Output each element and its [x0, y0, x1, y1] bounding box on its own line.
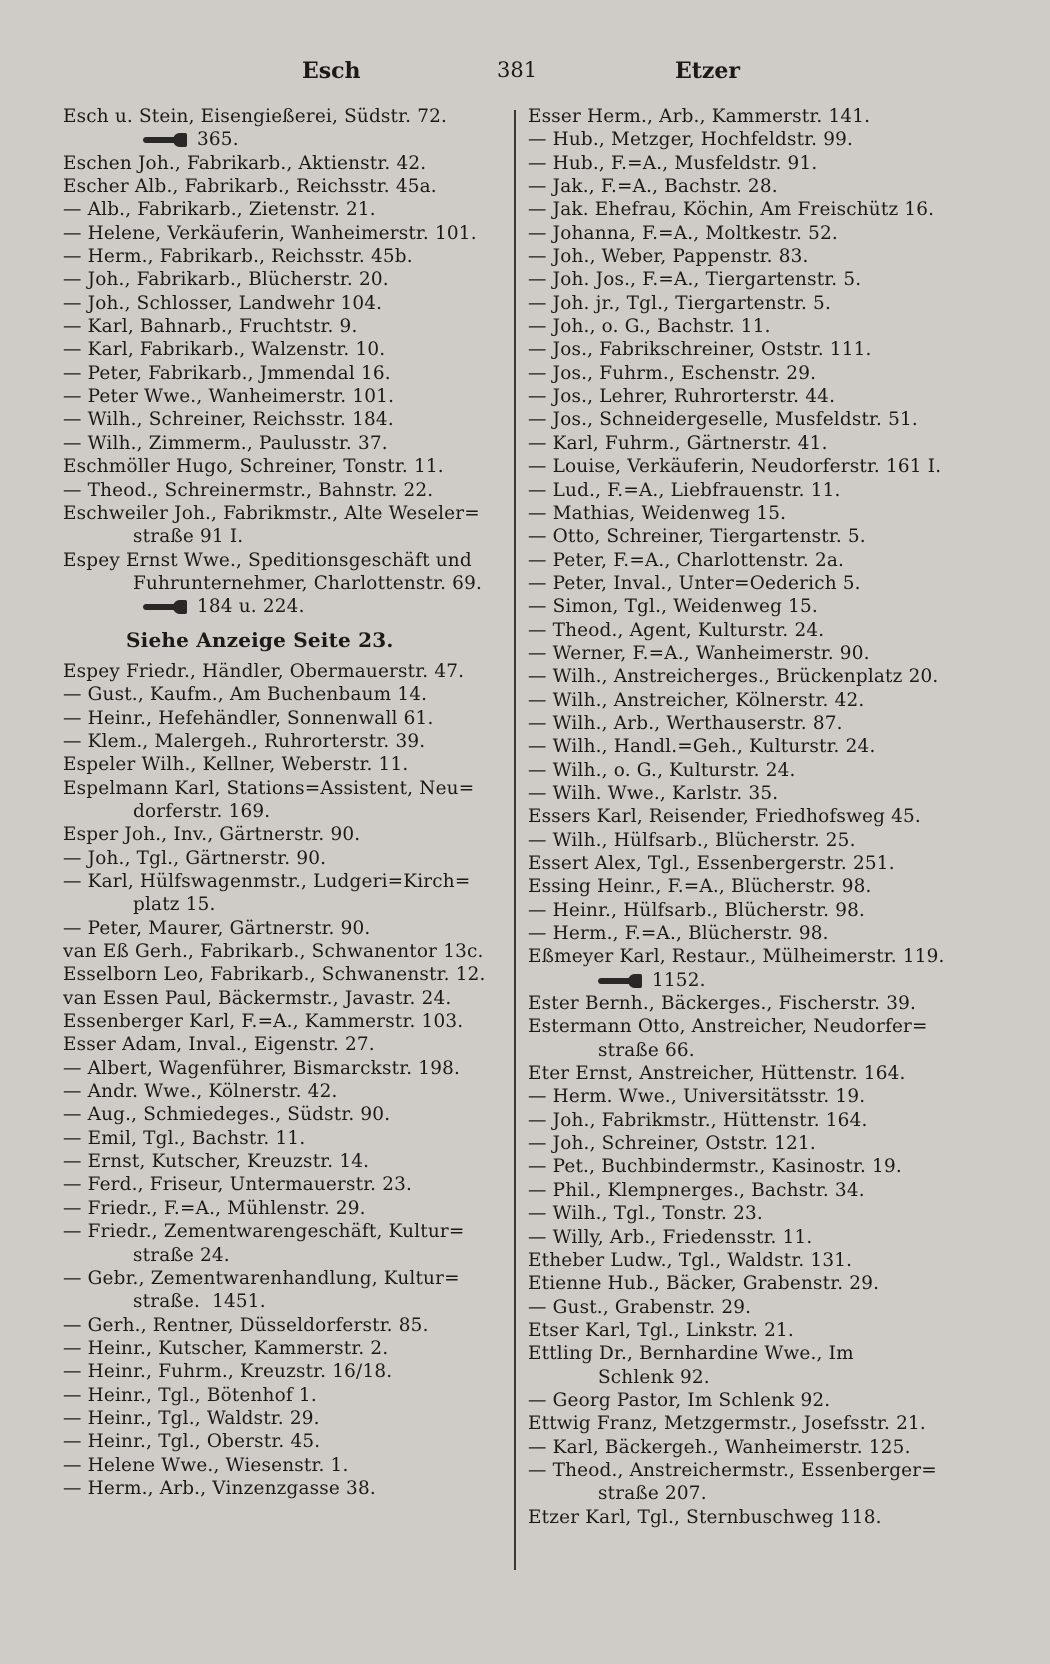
page-number: 381 — [497, 58, 538, 82]
directory-entry — [63, 893, 498, 916]
directory-entry — [63, 1384, 498, 1407]
entry-text: — Simon, Tgl., Weidenweg 15. — [528, 596, 818, 618]
directory-entry — [63, 1173, 498, 1196]
entry-text: — Georg Pastor, Im Schlenk 92. — [528, 1389, 831, 1411]
directory-entry — [63, 572, 498, 595]
entry-text: — Wilh. Wwe., Karlstr. 35. — [528, 782, 779, 804]
entry-text: — Lud., F.=A., Liebfrauenstr. 11. — [528, 479, 841, 501]
entry-text: — Heinr., Kutscher, Kammerstr. 2. — [63, 1337, 389, 1359]
entry-text: — Ferd., Friseur, Untermauerstr. 23. — [63, 1174, 413, 1196]
directory-entry — [528, 1132, 986, 1155]
entry-text: — Louise, Verkäuferin, Neudorferstr. 161 I. — [528, 456, 942, 478]
entry-text: Etheber Ludw., Tgl., Waldstr. 131. — [528, 1249, 853, 1271]
entry-text: straße 91 I. — [133, 526, 244, 548]
directory-entry — [63, 823, 498, 846]
directory-entry — [63, 1197, 498, 1220]
entry-text: — Klem., Malergeh., Ruhrorterstr. 39. — [63, 730, 426, 752]
directory-entry — [528, 922, 986, 945]
directory-entry — [63, 549, 498, 572]
directory-entry — [528, 759, 986, 782]
entry-text: van Essen Paul, Bäckermstr., Javastr. 24. — [63, 987, 452, 1009]
entry-text: — Heinr., Tgl., Oberstr. 45. — [63, 1431, 321, 1453]
entry-text: straße 24. — [133, 1244, 230, 1266]
directory-entry — [63, 1220, 498, 1243]
entry-text: — Gust., Grabenstr. 29. — [528, 1296, 752, 1318]
directory-entry — [63, 152, 498, 175]
entry-text: — Karl, Bäckergeh., Wanheimerstr. 125. — [528, 1436, 911, 1458]
directory-entry — [63, 222, 498, 245]
directory-entry — [63, 502, 498, 525]
directory-entry — [63, 268, 498, 291]
entry-text: Schlenk 92. — [598, 1366, 710, 1388]
entry-text: Esser Herm., Arb., Kammerstr. 141. — [528, 106, 871, 127]
directory-entry — [528, 1062, 986, 1085]
entry-text: straße 207. — [598, 1483, 707, 1505]
entry-text: — Theod., Anstreichermstr., Essenberger= — [528, 1459, 937, 1481]
entry-text: Etser Karl, Tgl., Linkstr. 21. — [528, 1319, 794, 1341]
directory-entry — [528, 1319, 986, 1342]
entry-text: Espeler Wilh., Kellner, Weberstr. 11. — [63, 754, 409, 776]
directory-entry — [528, 805, 986, 828]
entry-text: — Peter Wwe., Wanheimerstr. 101. — [63, 386, 395, 408]
entry-text: — Wilh., Schreiner, Reichsstr. 184. — [63, 409, 394, 431]
entry-text: — Wilh., Arb., Werthauserstr. 87. — [528, 712, 843, 734]
left-column — [63, 105, 498, 1500]
directory-entry — [528, 899, 986, 922]
telephone-icon — [598, 974, 644, 988]
entry-text: platz 15. — [133, 894, 216, 916]
entry-text: Essenberger Karl, F.=A., Kammerstr. 103. — [63, 1011, 464, 1033]
directory-entry — [528, 222, 986, 245]
entry-text: straße 66. — [598, 1039, 695, 1061]
directory-entry — [63, 660, 498, 683]
entry-text: — Helene, Verkäuferin, Wanheimerstr. 101. — [63, 222, 477, 244]
entry-text: Ester Bernh., Bäckerges., Fischerstr. 39. — [528, 993, 917, 1015]
directory-entry — [63, 1337, 498, 1360]
directory-entry — [528, 479, 986, 502]
directory-entry — [63, 707, 498, 730]
directory-entry — [63, 432, 498, 455]
directory-entry — [528, 292, 986, 315]
directory-entry — [528, 338, 986, 361]
entry-text: Esser Adam, Inval., Eigenstr. 27. — [63, 1034, 375, 1056]
directory-entry — [63, 292, 498, 315]
directory-entry — [528, 1109, 986, 1132]
entry-text: — Otto, Schreiner, Tiergartenstr. 5. — [528, 526, 866, 548]
directory-entry — [63, 245, 498, 268]
directory-entry — [528, 1039, 986, 1062]
entry-text: 365. — [197, 129, 239, 151]
entry-text: — Hub., F.=A., Musfeldstr. 91. — [528, 152, 818, 174]
directory-entry — [528, 969, 986, 992]
directory-entry — [528, 875, 986, 898]
entry-text: Fuhrunternehmer, Charlottenstr. 69. — [133, 572, 483, 594]
directory-entry — [63, 479, 498, 502]
entry-text: straße. 1451. — [133, 1291, 266, 1313]
entry-text: — Herm. Wwe., Universitätsstr. 19. — [528, 1086, 866, 1108]
directory-entry — [528, 852, 986, 875]
directory-entry — [63, 987, 498, 1010]
directory-entry — [528, 455, 986, 478]
entry-text: — Gerh., Rentner, Düsseldorferstr. 85. — [63, 1314, 429, 1336]
directory-entry — [528, 1179, 986, 1202]
advertisement-reference: Siehe Anzeige Seite 23. — [126, 627, 394, 652]
entry-text: — Wilh., Anstreicher, Kölnerstr. 42. — [528, 689, 865, 711]
entry-text: — Friedr., F.=A., Mühlenstr. 29. — [63, 1197, 366, 1219]
entry-text: — Jak. Ehefrau, Köchin, Am Freischütz 16. — [528, 199, 935, 221]
directory-entry — [528, 1482, 986, 1505]
directory-entry — [63, 1103, 498, 1126]
entry-text: — Werner, F.=A., Wanheimerstr. 90. — [528, 642, 870, 664]
directory-entry — [528, 1366, 986, 1389]
entry-text: Espey Ernst Wwe., Speditionsgeschäft und — [63, 549, 472, 571]
telephone-icon — [143, 600, 189, 614]
entry-text: — Friedr., Zementwarengeschäft, Kultur= — [63, 1221, 465, 1243]
entry-text: Essert Alex, Tgl., Essenbergerstr. 251. — [528, 853, 895, 874]
entry-text: — Wilh., Anstreicherges., Brückenplatz 20. — [528, 666, 939, 688]
entry-text: — Wilh., Hülfsarb., Blücherstr. 25. — [528, 829, 856, 851]
directory-entry — [63, 777, 498, 800]
directory-entry — [528, 1226, 986, 1249]
entry-text: — Karl, Bahnarb., Fruchtstr. 9. — [63, 316, 358, 338]
telephone-icon — [143, 133, 189, 147]
directory-entry — [63, 1360, 498, 1383]
directory-entry — [528, 525, 986, 548]
entry-text: — Emil, Tgl., Bachstr. 11. — [63, 1127, 306, 1149]
entry-text: — Joh., Schreiner, Oststr. 121. — [528, 1133, 816, 1155]
directory-entry — [528, 595, 986, 618]
directory-entry — [63, 1314, 498, 1337]
directory-entry — [63, 1127, 498, 1150]
entry-text: — Jos., Fabrikschreiner, Oststr. 111. — [528, 339, 872, 361]
entry-text: — Jos., Fuhrm., Eschenstr. 29. — [528, 362, 817, 384]
directory-entry — [63, 315, 498, 338]
entry-text: — Karl, Fabrikarb., Walzenstr. 10. — [63, 339, 386, 361]
directory-entry — [63, 683, 498, 706]
entry-text: Esper Joh., Inv., Gärtnerstr. 90. — [63, 824, 361, 846]
directory-entry — [528, 408, 986, 431]
directory-entry — [63, 730, 498, 753]
directory-entry — [528, 1085, 986, 1108]
directory-entry — [528, 175, 986, 198]
directory-entry — [528, 665, 986, 688]
directory-entry — [528, 128, 986, 151]
entry-text: — Karl, Fuhrm., Gärtnerstr. 41. — [528, 432, 828, 454]
entry-text: Estermann Otto, Anstreicher, Neudorfer= — [528, 1016, 928, 1038]
directory-entry — [63, 1080, 498, 1103]
entry-text: — Heinr., Fuhrm., Kreuzstr. 16/18. — [63, 1361, 393, 1383]
directory-entry — [63, 1477, 498, 1500]
entry-text: — Phil., Klempnerges., Bachstr. 34. — [528, 1179, 865, 1201]
directory-entry — [63, 963, 498, 986]
directory-entry — [63, 1430, 498, 1453]
running-head-left: Esch — [302, 58, 361, 84]
directory-entry — [528, 1015, 986, 1038]
entry-text: — Joh. jr., Tgl., Tiergartenstr. 5. — [528, 292, 831, 314]
entry-text: 184 u. 224. — [197, 596, 305, 618]
directory-entry — [528, 198, 986, 221]
entry-text: Essers Karl, Reisender, Friedhofsweg 45. — [528, 806, 921, 828]
entry-text: Ettling Dr., Bernhardine Wwe., Im — [528, 1343, 854, 1365]
entry-text: — Aug., Schmiedeges., Südstr. 90. — [63, 1104, 391, 1126]
entry-text: — Helene Wwe., Wiesenstr. 1. — [63, 1454, 349, 1476]
directory-entry — [528, 549, 986, 572]
directory-entry — [528, 1155, 986, 1178]
directory-entry — [63, 1057, 498, 1080]
directory-entry — [528, 315, 986, 338]
directory-entry — [528, 619, 986, 642]
directory-entry — [528, 572, 986, 595]
directory-entry — [63, 847, 498, 870]
right-column — [528, 105, 986, 1529]
directory-entry — [528, 829, 986, 852]
directory-entry — [63, 753, 498, 776]
directory-entry — [528, 735, 986, 758]
entry-text: — Peter, Maurer, Gärtnerstr. 90. — [63, 917, 371, 939]
entry-text: — Joh., Fabrikarb., Blücherstr. 20. — [63, 269, 389, 291]
entry-text: van Eß Gerh., Fabrikarb., Schwanentor 13c. — [63, 941, 484, 963]
directory-entry — [528, 992, 986, 1015]
entry-text: — Herm., Arb., Vinzenzgasse 38. — [63, 1477, 376, 1499]
directory-entry — [63, 455, 498, 478]
entry-text: — Alb., Fabrikarb., Zietenstr. 21. — [63, 199, 376, 221]
entry-text: — Johanna, F.=A., Moltkestr. 52. — [528, 222, 838, 244]
entry-text: — Hub., Metzger, Hochfeldstr. 99. — [528, 129, 854, 151]
entry-text: — Joh. Jos., F.=A., Tiergartenstr. 5. — [528, 269, 862, 291]
entry-text: — Joh., Tgl., Gärtnerstr. 90. — [63, 847, 327, 869]
directory-entry — [63, 385, 498, 408]
directory-entry — [528, 1436, 986, 1459]
directory-entry — [63, 595, 498, 618]
entry-text: — Peter, F.=A., Charlottenstr. 2a. — [528, 549, 845, 571]
entry-text: Eßmeyer Karl, Restaur., Mülheimerstr. 119. — [528, 946, 945, 968]
directory-entry — [63, 338, 498, 361]
entry-text: — Andr. Wwe., Kölnerstr. 42. — [63, 1081, 338, 1103]
entry-text: — Willy, Arb., Friedensstr. 11. — [528, 1226, 813, 1248]
directory-entry — [528, 1249, 986, 1272]
directory-entry — [63, 525, 498, 548]
directory-entry — [528, 642, 986, 665]
directory-entry — [528, 1296, 986, 1319]
entry-text: Esselborn Leo, Fabrikarb., Schwanenstr. 12. — [63, 964, 486, 986]
directory-entry — [63, 917, 498, 940]
directory-entry — [528, 782, 986, 805]
directory-entry — [528, 1506, 986, 1529]
entry-text: Escher Alb., Fabrikarb., Reichsstr. 45a. — [63, 176, 437, 198]
directory-entry — [63, 1267, 498, 1290]
entry-text: Ettwig Franz, Metzgermstr., Josefsstr. 21. — [528, 1413, 926, 1435]
entry-text: Eschen Joh., Fabrikarb., Aktienstr. 42. — [63, 152, 427, 174]
directory-entry — [528, 1389, 986, 1412]
directory-entry — [528, 712, 986, 735]
directory-entry — [528, 362, 986, 385]
entry-text: — Theod., Schreinermstr., Bahnstr. 22. — [63, 479, 434, 501]
entry-text: — Heinr., Tgl., Waldstr. 29. — [63, 1407, 320, 1429]
directory-entry — [63, 940, 498, 963]
directory-entry — [63, 175, 498, 198]
directory-entry — [528, 105, 986, 128]
entry-text: Eter Ernst, Anstreicher, Hüttenstr. 164. — [528, 1063, 906, 1085]
directory-entry — [63, 1454, 498, 1477]
directory-entry — [528, 268, 986, 291]
directory-entry — [63, 128, 498, 151]
directory-entry — [63, 870, 498, 893]
directory-entry — [63, 105, 498, 128]
directory-entry — [528, 432, 986, 455]
directory-entry — [63, 198, 498, 221]
directory-entry — [528, 1342, 986, 1365]
directory-entry — [528, 152, 986, 175]
directory-entry — [528, 1412, 986, 1435]
entry-text: dorferstr. 169. — [133, 800, 271, 822]
entry-text: — Peter, Inval., Unter=Oederich 5. — [528, 572, 861, 594]
entry-text: — Heinr., Hefehändler, Sonnenwall 61. — [63, 707, 434, 729]
entry-text: Eschmöller Hugo, Schreiner, Tonstr. 11. — [63, 456, 444, 478]
entry-text: — Wilh., Handl.=Geh., Kulturstr. 24. — [528, 736, 876, 758]
entry-text: — Karl, Hülfswagenmstr., Ludgeri=Kirch= — [63, 871, 471, 892]
directory-entry — [63, 1290, 498, 1313]
directory-entry — [63, 408, 498, 431]
directory-entry — [528, 1202, 986, 1225]
entry-text: — Joh., Weber, Pappenstr. 83. — [528, 246, 809, 268]
entry-text: — Ernst, Kutscher, Kreuzstr. 14. — [63, 1151, 370, 1173]
entry-text: — Wilh., o. G., Kulturstr. 24. — [528, 759, 796, 781]
directory-entry — [63, 1244, 498, 1267]
entry-text: 1152. — [652, 969, 706, 991]
entry-text: — Mathias, Weidenweg 15. — [528, 502, 787, 524]
entry-text: — Heinr., Hülfsarb., Blücherstr. 98. — [528, 899, 866, 921]
directory-entry — [63, 1407, 498, 1430]
entry-text: — Joh., Schlosser, Landwehr 104. — [63, 292, 383, 314]
entry-text: — Herm., Fabrikarb., Reichsstr. 45b. — [63, 246, 413, 268]
directory-entry — [528, 945, 986, 968]
directory-entry — [528, 1459, 986, 1482]
entry-text: — Gebr., Zementwarenhandlung, Kultur= — [63, 1267, 460, 1289]
entry-text: Espey Friedr., Händler, Obermauerstr. 47. — [63, 660, 465, 682]
directory-entry — [528, 689, 986, 712]
entry-text: — Wilh., Tgl., Tonstr. 23. — [528, 1203, 763, 1225]
entry-text: — Heinr., Tgl., Bötenhof 1. — [63, 1384, 317, 1406]
entry-text: — Gust., Kaufm., Am Buchenbaum 14. — [63, 684, 428, 706]
column-divider — [514, 110, 516, 1570]
entry-text: — Peter, Fabrikarb., Jmmendal 16. — [63, 362, 391, 384]
entry-text: — Jos., Schneidergeselle, Musfeldstr. 51. — [528, 409, 918, 431]
entry-text: — Pet., Buchbindermstr., Kasinostr. 19. — [528, 1156, 902, 1178]
directory-entry — [63, 1010, 498, 1033]
entry-text: — Albert, Wagenführer, Bismarckstr. 198. — [63, 1057, 461, 1079]
directory-entry — [63, 800, 498, 823]
running-head-right: Etzer — [675, 58, 741, 84]
entry-text: Etzer Karl, Tgl., Sternbuschweg 118. — [528, 1506, 882, 1528]
directory-entry — [63, 1033, 498, 1056]
entry-text: — Jos., Lehrer, Ruhrorterstr. 44. — [528, 386, 836, 408]
entry-text: Essing Heinr., F.=A., Blücherstr. 98. — [528, 876, 872, 898]
directory-entry — [528, 385, 986, 408]
directory-entry — [528, 245, 986, 268]
entry-text: — Wilh., Zimmerm., Paulusstr. 37. — [63, 432, 388, 454]
entry-text: — Jak., F.=A., Bachstr. 28. — [528, 176, 778, 198]
directory-entry — [528, 502, 986, 525]
entry-text: — Theod., Agent, Kulturstr. 24. — [528, 619, 825, 641]
entry-text: Eschweiler Joh., Fabrikmstr., Alte Weseler= — [63, 502, 480, 524]
entry-text: — Joh., o. G., Bachstr. 11. — [528, 316, 771, 338]
directory-entry — [528, 1272, 986, 1295]
entry-text: — Joh., Fabrikmstr., Hüttenstr. 164. — [528, 1109, 868, 1131]
directory-entry — [63, 1150, 498, 1173]
directory-entry — [63, 362, 498, 385]
entry-text: — Herm., F.=A., Blücherstr. 98. — [528, 923, 829, 945]
entry-text: Espelmann Karl, Stations=Assistent, Neu= — [63, 777, 475, 799]
entry-text: Esch u. Stein, Eisengießerei, Südstr. 72. — [63, 106, 448, 127]
entry-text: Etienne Hub., Bäcker, Grabenstr. 29. — [528, 1273, 880, 1295]
